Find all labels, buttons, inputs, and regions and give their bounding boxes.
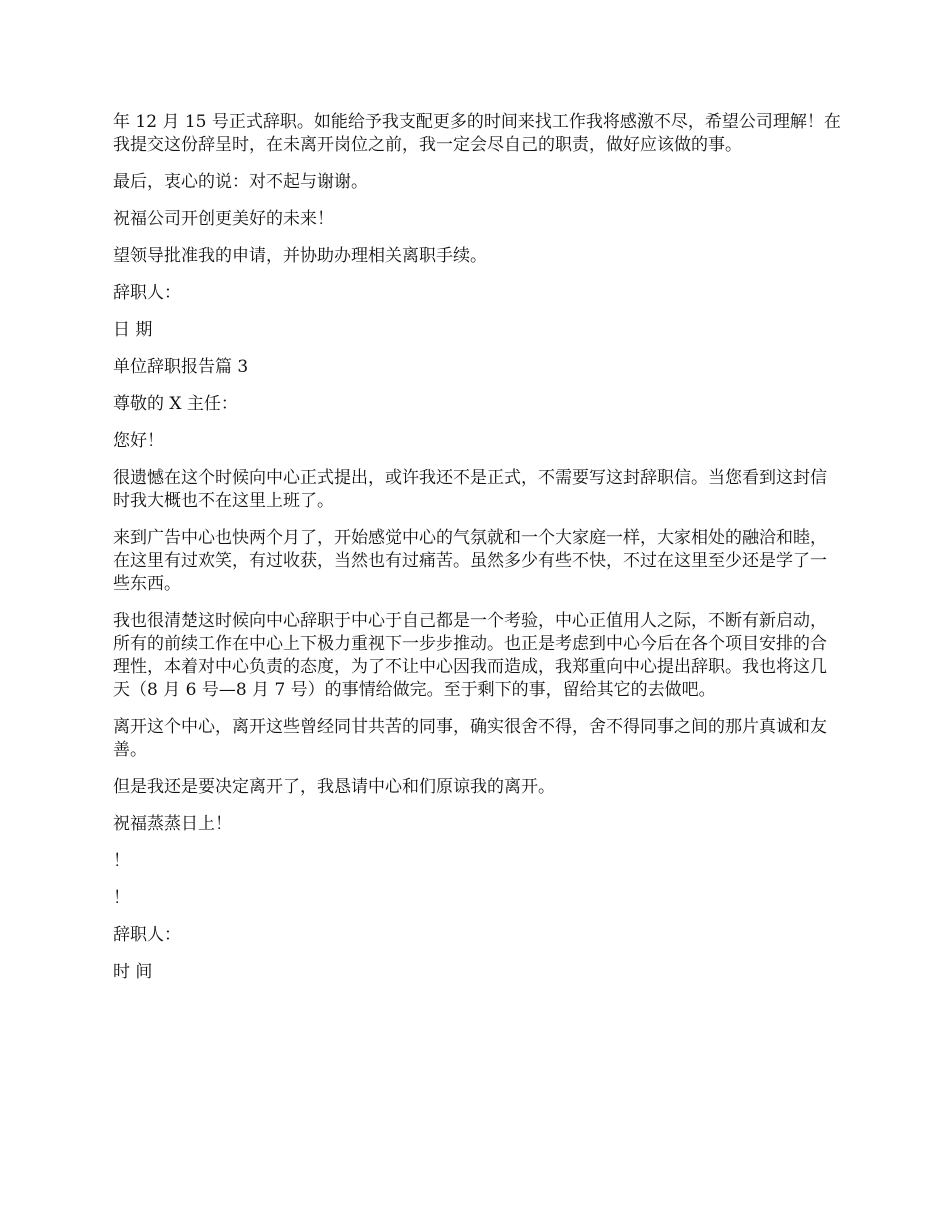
signature-label: 辞职人：	[113, 283, 181, 303]
paragraph-approval-request: 望领导批准我的申请，并协助办理相关离职手续。	[113, 246, 487, 266]
paragraph-closing-thanks: 最后，衷心的说：对不起与谢谢。	[113, 172, 368, 192]
paragraph-wishes-company: 祝福公司开创更美好的未来！	[113, 209, 334, 229]
paragraph-reason: 我也很清楚这时候向中心辞职于中心于自己都是一个考验，中心正值用人之际，不断有新启动，所有的前续工作在中心上下极力重视下一步步推动。也正是考虑到中心今后在各个项目安排的合理性，本着对中心负责的态度，为了不让中心因我而造成，我郑重向中心提出辞职。我也将这几天（8 月 6 号—8 月 7 号）的事情给做完。至于剩下的事，留给其它的去做吧。	[113, 611, 827, 700]
time-label: 时 间	[113, 962, 153, 982]
paragraph-decision: 但是我还是要决定离开了，我恳请中心和们原谅我的离开。	[113, 777, 555, 797]
paragraph-wishes-prosperity: 祝福蒸蒸日上！	[113, 814, 232, 834]
paragraph-regret: 很遗憾在这个时候向中心正式提出，或许我还不是正式，不需要写这封辞职信。当您看到这封信时我大概也不在这里上班了。	[113, 468, 827, 511]
signature-label-2: 辞职人：	[113, 925, 181, 945]
salutation: 尊敬的 X 主任：	[113, 394, 238, 414]
paragraph-experience: 来到广告中心也快两个月了，开始感觉中心的气氛就和一个大家庭一样，大家相处的融洽和睦，在这里有过欢笑，有过收获，当然也有过痛苦。虽然多少有些不快，不过在这里至少还是学了一些东西。	[113, 528, 827, 594]
document-body	[113, 111, 843, 998]
paragraph-farewell: 离开这个中心，离开这些曾经同甘共苦的同事，确实很舍不得，舍不得同事之间的那片真诚和友善。	[113, 717, 827, 760]
section-title: 单位辞职报告篇 3	[113, 357, 249, 377]
exclamation-line-1: ！	[113, 851, 130, 871]
paragraph-resignation-date: 年 12 月 15 号正式辞职。如能给予我支配更多的时间来找工作我将感激不尽，希望公司理解！在我提交这份辞呈时，在未离开岗位之前，我一定会尽自己的职责，做好应该做的事。	[113, 112, 841, 155]
exclamation-line-2: ！	[113, 888, 130, 908]
date-label: 日 期	[113, 320, 153, 340]
greeting: 您好！	[113, 431, 164, 451]
